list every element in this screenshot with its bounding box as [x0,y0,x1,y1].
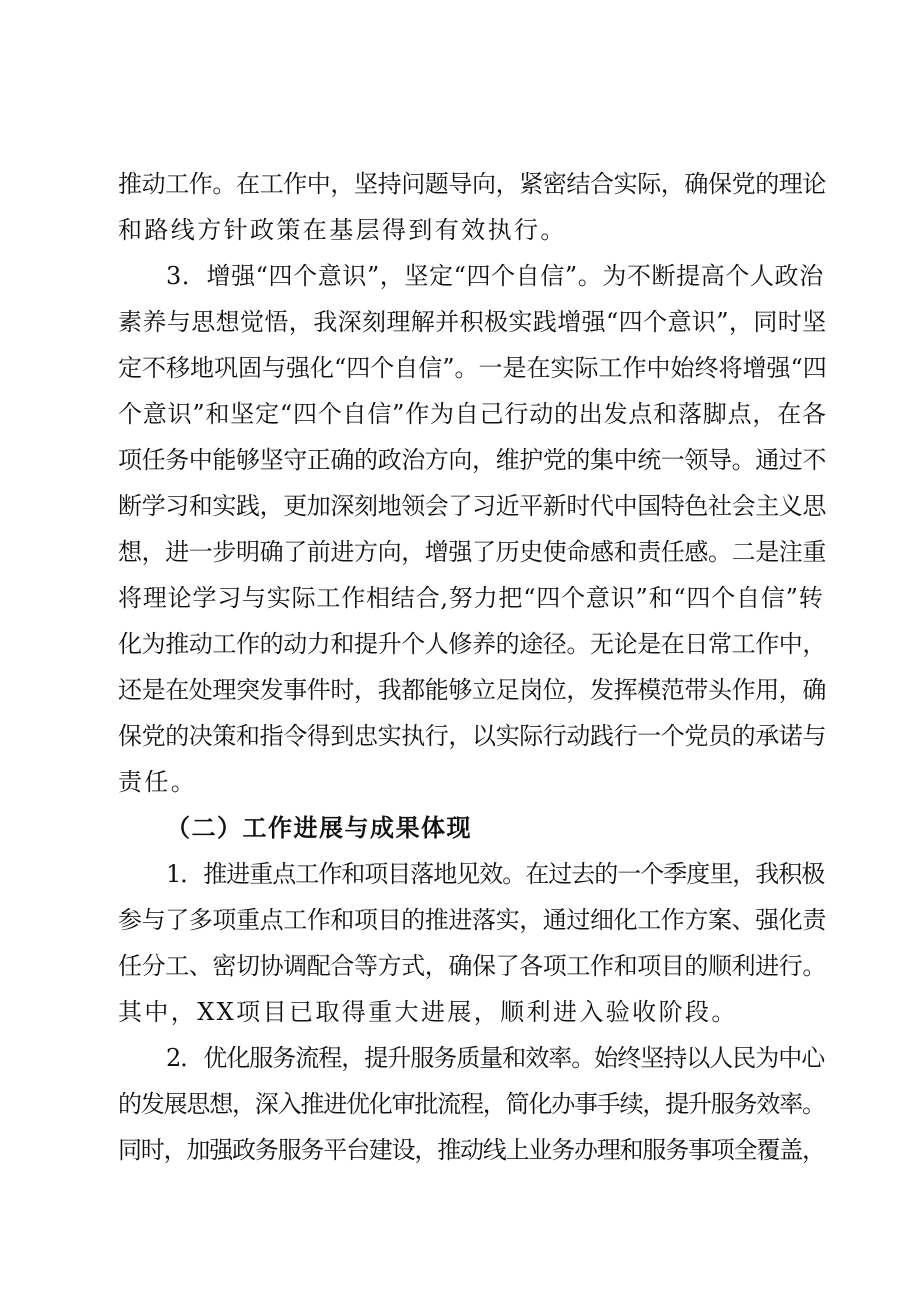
paragraph-line: 3．增强“四个意识”，坚定“四个自信”。为不断提高个人政治 [166,262,824,290]
paragraph-line: 断学习和实践，更加深刻地领会了习近平新时代中国特色社会主义思 [118,492,826,520]
paragraph-line: 任分工、密切协调配合等方式，确保了各项工作和项目的顺利进行。 [118,952,826,980]
paragraph-line: 素养与思想觉悟，我深刻理解并积极实践增强“四个意识”，同时坚 [118,308,827,336]
paragraph-line: 的发展思想，深入推进优化审批流程，简化办事手续，提升服务效率。 [118,1090,825,1118]
paragraph-line: 其中，XX项目已取得重大进展，顺利进入验收阶段。 [118,998,738,1026]
paragraph-line: 想，进一步明确了前进方向，增强了历史使命感和责任感。二是注重 [118,538,826,566]
section-heading: （二）工作进展与成果体现 [166,814,472,842]
paragraph-line: 保党的决策和指令得到忠实执行，以实际行动践行一个党员的承诺与 [118,722,826,750]
paragraph-line: 同时，加强政务服务平台建设，推动线上业务办理和服务事项全覆盖， [118,1136,825,1164]
paragraph-line: 个意识”和坚定“四个自信”作为自己行动的出发点和落脚点，在各 [118,400,827,428]
paragraph-line: 责任。 [118,768,198,796]
paragraph-line: 化为推动工作的动力和提升个人修养的途径。无论是在日常工作中， [118,630,826,658]
paragraph-line: 将理论学习与实际工作相结合,努力把“四个意识”和“四个自信”转 [118,584,824,612]
paragraph-line: 2．优化服务流程，提升服务质量和效率。始终坚持以人民为中心 [166,1044,825,1072]
paragraph-line: 项任务中能够坚守正确的政治方向，维护党的集中统一领导。通过不 [118,446,826,474]
paragraph-line: 推动工作。在工作中，坚持问题导向，紧密结合实际，确保党的理论 [118,170,826,198]
paragraph-line: 和路线方针政策在基层得到有效执行。 [118,216,567,244]
paragraph-line: 还是在处理突发事件时，我都能够立足岗位，发挥模范带头作用，确 [118,676,826,704]
paragraph-line: 定不移地巩固与强化“四个自信”。一是在实际工作中始终将增强“四 [118,354,827,382]
paragraph-line: 参与了多项重点工作和项目的推进落实，通过细化工作方案、强化责 [118,906,826,934]
paragraph-line: 1．推进重点工作和项目落地见效。在过去的一个季度里，我积极 [166,860,825,888]
